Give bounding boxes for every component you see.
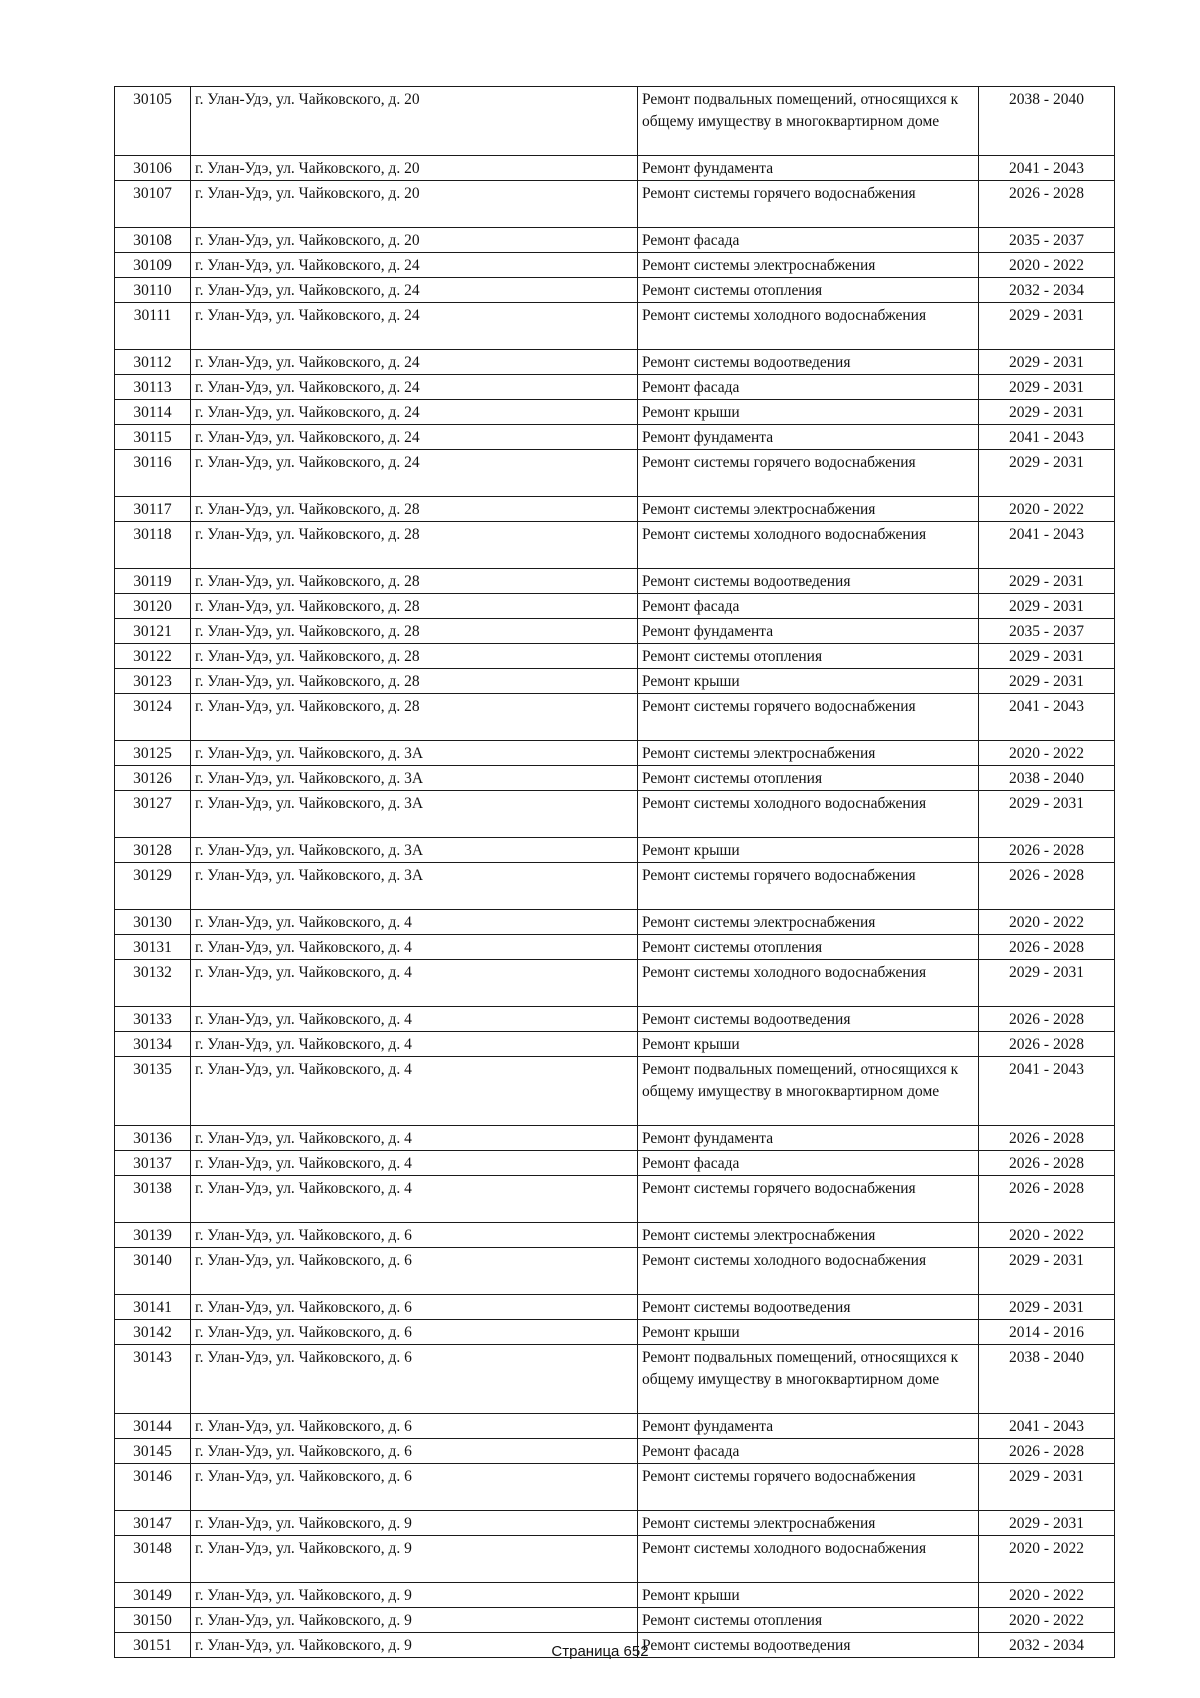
work-type-cell: Ремонт системы горячего водоснабжения <box>638 1176 979 1223</box>
row-number-cell: 30120 <box>115 594 191 619</box>
table-row <box>115 910 1115 935</box>
row-number-cell: 30144 <box>115 1414 191 1439</box>
address-cell: г. Улан-Удэ, ул. Чайковского, д. 6 <box>191 1439 638 1464</box>
work-type-cell: Ремонт системы отопления <box>638 935 979 960</box>
period-cell: 2029 - 2031 <box>979 375 1115 400</box>
work-type-cell: Ремонт системы отопления <box>638 278 979 303</box>
table-row <box>115 1583 1115 1608</box>
row-number-cell: 30132 <box>115 960 191 1007</box>
table-row <box>115 619 1115 644</box>
address-cell: г. Улан-Удэ, ул. Чайковского, д. 24 <box>191 425 638 450</box>
work-type-cell: Ремонт системы электроснабжения <box>638 253 979 278</box>
row-number-cell: 30118 <box>115 522 191 569</box>
address-cell: г. Улан-Удэ, ул. Чайковского, д. 28 <box>191 619 638 644</box>
address-cell: г. Улан-Удэ, ул. Чайковского, д. 20 <box>191 228 638 253</box>
table-row <box>115 1536 1115 1583</box>
row-number-cell: 30148 <box>115 1536 191 1583</box>
address-cell: г. Улан-Удэ, ул. Чайковского, д. 3А <box>191 741 638 766</box>
period-cell: 2029 - 2031 <box>979 350 1115 375</box>
address-cell: г. Улан-Удэ, ул. Чайковского, д. 3А <box>191 791 638 838</box>
period-cell: 2032 - 2034 <box>979 1633 1115 1658</box>
period-cell: 2035 - 2037 <box>979 228 1115 253</box>
row-number-cell: 30107 <box>115 181 191 228</box>
address-cell: г. Улан-Удэ, ул. Чайковского, д. 3А <box>191 838 638 863</box>
table-row <box>115 1032 1115 1057</box>
work-type-cell: Ремонт системы водоотведения <box>638 1295 979 1320</box>
table-row <box>115 1151 1115 1176</box>
row-number-cell: 30115 <box>115 425 191 450</box>
table-row <box>115 669 1115 694</box>
address-cell: г. Улан-Удэ, ул. Чайковского, д. 4 <box>191 1126 638 1151</box>
period-cell: 2029 - 2031 <box>979 594 1115 619</box>
period-cell: 2041 - 2043 <box>979 156 1115 181</box>
work-type-cell: Ремонт системы горячего водоснабжения <box>638 181 979 228</box>
table-row <box>115 791 1115 838</box>
address-cell: г. Улан-Удэ, ул. Чайковского, д. 4 <box>191 910 638 935</box>
period-cell: 2029 - 2031 <box>979 450 1115 497</box>
work-type-cell: Ремонт системы электроснабжения <box>638 910 979 935</box>
table-row <box>115 1608 1115 1633</box>
address-cell: г. Улан-Удэ, ул. Чайковского, д. 9 <box>191 1511 638 1536</box>
address-cell: г. Улан-Удэ, ул. Чайковского, д. 4 <box>191 960 638 1007</box>
row-number-cell: 30136 <box>115 1126 191 1151</box>
row-number-cell: 30121 <box>115 619 191 644</box>
address-cell: г. Улан-Удэ, ул. Чайковского, д. 4 <box>191 1151 638 1176</box>
period-cell: 2020 - 2022 <box>979 910 1115 935</box>
work-type-cell: Ремонт системы отопления <box>638 1608 979 1633</box>
row-number-cell: 30129 <box>115 863 191 910</box>
period-cell: 2029 - 2031 <box>979 400 1115 425</box>
table-row <box>115 1248 1115 1295</box>
work-type-cell: Ремонт крыши <box>638 1032 979 1057</box>
table-row <box>115 594 1115 619</box>
table-row <box>115 400 1115 425</box>
period-cell: 2041 - 2043 <box>979 1414 1115 1439</box>
table-row <box>115 1295 1115 1320</box>
row-number-cell: 30135 <box>115 1057 191 1126</box>
work-type-cell: Ремонт фундамента <box>638 1414 979 1439</box>
address-cell: г. Улан-Удэ, ул. Чайковского, д. 9 <box>191 1583 638 1608</box>
table-body <box>115 87 1115 1658</box>
row-number-cell: 30108 <box>115 228 191 253</box>
work-type-cell: Ремонт фундамента <box>638 425 979 450</box>
period-cell: 2026 - 2028 <box>979 838 1115 863</box>
period-cell: 2041 - 2043 <box>979 522 1115 569</box>
period-cell: 2026 - 2028 <box>979 935 1115 960</box>
address-cell: г. Улан-Удэ, ул. Чайковского, д. 9 <box>191 1608 638 1633</box>
work-type-cell: Ремонт фасада <box>638 1151 979 1176</box>
work-type-cell: Ремонт фасада <box>638 594 979 619</box>
address-cell: г. Улан-Удэ, ул. Чайковского, д. 24 <box>191 375 638 400</box>
work-type-cell: Ремонт системы электроснабжения <box>638 497 979 522</box>
row-number-cell: 30130 <box>115 910 191 935</box>
period-cell: 2014 - 2016 <box>979 1320 1115 1345</box>
row-number-cell: 30151 <box>115 1633 191 1658</box>
table-row <box>115 1223 1115 1248</box>
address-cell: г. Улан-Удэ, ул. Чайковского, д. 3А <box>191 863 638 910</box>
row-number-cell: 30119 <box>115 569 191 594</box>
row-number-cell: 30145 <box>115 1439 191 1464</box>
row-number-cell: 30147 <box>115 1511 191 1536</box>
row-number-cell: 30146 <box>115 1464 191 1511</box>
table-row <box>115 569 1115 594</box>
period-cell: 2020 - 2022 <box>979 1536 1115 1583</box>
row-number-cell: 30137 <box>115 1151 191 1176</box>
table-row <box>115 497 1115 522</box>
table-row <box>115 1464 1115 1511</box>
work-type-cell: Ремонт крыши <box>638 1320 979 1345</box>
work-type-cell: Ремонт крыши <box>638 400 979 425</box>
work-type-cell: Ремонт системы электроснабжения <box>638 1511 979 1536</box>
period-cell: 2020 - 2022 <box>979 253 1115 278</box>
row-number-cell: 30105 <box>115 87 191 156</box>
work-type-cell: Ремонт системы водоотведения <box>638 1633 979 1658</box>
page-number: Страница 652 <box>551 1643 649 1660</box>
row-number-cell: 30140 <box>115 1248 191 1295</box>
work-type-cell: Ремонт фундамента <box>638 156 979 181</box>
address-cell: г. Улан-Удэ, ул. Чайковского, д. 28 <box>191 497 638 522</box>
period-cell: 2026 - 2028 <box>979 1126 1115 1151</box>
row-number-cell: 30128 <box>115 838 191 863</box>
work-type-cell: Ремонт фундамента <box>638 1126 979 1151</box>
period-cell: 2029 - 2031 <box>979 644 1115 669</box>
table-row <box>115 425 1115 450</box>
address-cell: г. Улан-Удэ, ул. Чайковского, д. 6 <box>191 1345 638 1414</box>
period-cell: 2029 - 2031 <box>979 669 1115 694</box>
row-number-cell: 30117 <box>115 497 191 522</box>
address-cell: г. Улан-Удэ, ул. Чайковского, д. 6 <box>191 1320 638 1345</box>
table-row <box>115 1511 1115 1536</box>
work-type-cell: Ремонт системы холодного водоснабжения <box>638 303 979 350</box>
period-cell: 2038 - 2040 <box>979 766 1115 791</box>
row-number-cell: 30141 <box>115 1295 191 1320</box>
work-type-cell: Ремонт системы холодного водоснабжения <box>638 1248 979 1295</box>
row-number-cell: 30123 <box>115 669 191 694</box>
row-number-cell: 30111 <box>115 303 191 350</box>
row-number-cell: 30113 <box>115 375 191 400</box>
work-type-cell: Ремонт системы холодного водоснабжения <box>638 1536 979 1583</box>
work-type-cell: Ремонт системы горячего водоснабжения <box>638 694 979 741</box>
work-type-cell: Ремонт крыши <box>638 669 979 694</box>
table-row <box>115 522 1115 569</box>
table-row <box>115 253 1115 278</box>
row-number-cell: 30139 <box>115 1223 191 1248</box>
work-type-cell: Ремонт системы электроснабжения <box>638 741 979 766</box>
table-row <box>115 181 1115 228</box>
period-cell: 2020 - 2022 <box>979 1583 1115 1608</box>
address-cell: г. Улан-Удэ, ул. Чайковского, д. 4 <box>191 1176 638 1223</box>
period-cell: 2026 - 2028 <box>979 181 1115 228</box>
table-row <box>115 935 1115 960</box>
address-cell: г. Улан-Удэ, ул. Чайковского, д. 20 <box>191 87 638 156</box>
address-cell: г. Улан-Удэ, ул. Чайковского, д. 6 <box>191 1248 638 1295</box>
table-row <box>115 350 1115 375</box>
work-type-cell: Ремонт системы отопления <box>638 766 979 791</box>
period-cell: 2041 - 2043 <box>979 1057 1115 1126</box>
table-row <box>115 741 1115 766</box>
work-type-cell: Ремонт фасада <box>638 375 979 400</box>
address-cell: г. Улан-Удэ, ул. Чайковского, д. 4 <box>191 1032 638 1057</box>
table-row <box>115 303 1115 350</box>
address-cell: г. Улан-Удэ, ул. Чайковского, д. 4 <box>191 935 638 960</box>
table-row <box>115 838 1115 863</box>
address-cell: г. Улан-Удэ, ул. Чайковского, д. 20 <box>191 156 638 181</box>
table-row <box>115 863 1115 910</box>
table-row <box>115 156 1115 181</box>
address-cell: г. Улан-Удэ, ул. Чайковского, д. 9 <box>191 1536 638 1583</box>
table-row <box>115 766 1115 791</box>
work-type-cell: Ремонт системы горячего водоснабжения <box>638 450 979 497</box>
table-row <box>115 1126 1115 1151</box>
table-row <box>115 1345 1115 1414</box>
row-number-cell: 30134 <box>115 1032 191 1057</box>
table-row <box>115 694 1115 741</box>
table-row <box>115 278 1115 303</box>
period-cell: 2029 - 2031 <box>979 1464 1115 1511</box>
period-cell: 2026 - 2028 <box>979 1151 1115 1176</box>
work-type-cell: Ремонт системы горячего водоснабжения <box>638 863 979 910</box>
row-number-cell: 30125 <box>115 741 191 766</box>
address-cell: г. Улан-Удэ, ул. Чайковского, д. 24 <box>191 303 638 350</box>
table-row <box>115 450 1115 497</box>
address-cell: г. Улан-Удэ, ул. Чайковского, д. 6 <box>191 1464 638 1511</box>
work-type-cell: Ремонт крыши <box>638 838 979 863</box>
work-type-cell: Ремонт фасада <box>638 228 979 253</box>
period-cell: 2029 - 2031 <box>979 1295 1115 1320</box>
row-number-cell: 30143 <box>115 1345 191 1414</box>
row-number-cell: 30150 <box>115 1608 191 1633</box>
work-type-cell: Ремонт системы холодного водоснабжения <box>638 522 979 569</box>
row-number-cell: 30126 <box>115 766 191 791</box>
work-type-cell: Ремонт системы горячего водоснабжения <box>638 1464 979 1511</box>
address-cell: г. Улан-Удэ, ул. Чайковского, д. 6 <box>191 1414 638 1439</box>
row-number-cell: 30138 <box>115 1176 191 1223</box>
period-cell: 2026 - 2028 <box>979 1439 1115 1464</box>
period-cell: 2029 - 2031 <box>979 960 1115 1007</box>
table-row <box>115 1439 1115 1464</box>
row-number-cell: 30127 <box>115 791 191 838</box>
period-cell: 2026 - 2028 <box>979 1176 1115 1223</box>
table-row <box>115 1176 1115 1223</box>
row-number-cell: 30131 <box>115 935 191 960</box>
work-type-cell: Ремонт подвальных помещений, относящихся к общему имуществу в многоквартирном доме <box>638 87 979 156</box>
address-cell: г. Улан-Удэ, ул. Чайковского, д. 28 <box>191 594 638 619</box>
row-number-cell: 30142 <box>115 1320 191 1345</box>
period-cell: 2041 - 2043 <box>979 425 1115 450</box>
address-cell: г. Улан-Удэ, ул. Чайковского, д. 4 <box>191 1057 638 1126</box>
address-cell: г. Улан-Удэ, ул. Чайковского, д. 28 <box>191 522 638 569</box>
row-number-cell: 30106 <box>115 156 191 181</box>
work-type-cell: Ремонт фундамента <box>638 619 979 644</box>
period-cell: 2032 - 2034 <box>979 278 1115 303</box>
row-number-cell: 30116 <box>115 450 191 497</box>
period-cell: 2041 - 2043 <box>979 694 1115 741</box>
work-type-cell: Ремонт системы холодного водоснабжения <box>638 960 979 1007</box>
address-cell: г. Улан-Удэ, ул. Чайковского, д. 28 <box>191 694 638 741</box>
period-cell: 2026 - 2028 <box>979 863 1115 910</box>
row-number-cell: 30114 <box>115 400 191 425</box>
work-type-cell: Ремонт подвальных помещений, относящихся к общему имуществу в многоквартирном доме <box>638 1057 979 1126</box>
row-number-cell: 30133 <box>115 1007 191 1032</box>
works-schedule-table <box>114 86 1115 1658</box>
address-cell: г. Улан-Удэ, ул. Чайковского, д. 28 <box>191 669 638 694</box>
work-type-cell: Ремонт системы водоотведения <box>638 569 979 594</box>
period-cell: 2029 - 2031 <box>979 1511 1115 1536</box>
table-row <box>115 1320 1115 1345</box>
table-row <box>115 1057 1115 1126</box>
address-cell: г. Улан-Удэ, ул. Чайковского, д. 4 <box>191 1007 638 1032</box>
row-number-cell: 30109 <box>115 253 191 278</box>
period-cell: 2035 - 2037 <box>979 619 1115 644</box>
period-cell: 2020 - 2022 <box>979 497 1115 522</box>
period-cell: 2020 - 2022 <box>979 741 1115 766</box>
period-cell: 2029 - 2031 <box>979 791 1115 838</box>
work-type-cell: Ремонт системы водоотведения <box>638 350 979 375</box>
row-number-cell: 30110 <box>115 278 191 303</box>
row-number-cell: 30149 <box>115 1583 191 1608</box>
row-number-cell: 30112 <box>115 350 191 375</box>
address-cell: г. Улан-Удэ, ул. Чайковского, д. 24 <box>191 450 638 497</box>
address-cell: г. Улан-Удэ, ул. Чайковского, д. 24 <box>191 278 638 303</box>
period-cell: 2029 - 2031 <box>979 303 1115 350</box>
work-type-cell: Ремонт системы холодного водоснабжения <box>638 791 979 838</box>
address-cell: г. Улан-Удэ, ул. Чайковского, д. 24 <box>191 350 638 375</box>
period-cell: 2020 - 2022 <box>979 1223 1115 1248</box>
period-cell: 2038 - 2040 <box>979 1345 1115 1414</box>
row-number-cell: 30122 <box>115 644 191 669</box>
table-row <box>115 1414 1115 1439</box>
address-cell: г. Улан-Удэ, ул. Чайковского, д. 28 <box>191 569 638 594</box>
table-row <box>115 375 1115 400</box>
work-type-cell: Ремонт системы водоотведения <box>638 1007 979 1032</box>
address-cell: г. Улан-Удэ, ул. Чайковского, д. 6 <box>191 1223 638 1248</box>
table-row <box>115 228 1115 253</box>
work-type-cell: Ремонт системы отопления <box>638 644 979 669</box>
address-cell: г. Улан-Удэ, ул. Чайковского, д. 3А <box>191 766 638 791</box>
address-cell: г. Улан-Удэ, ул. Чайковского, д. 28 <box>191 644 638 669</box>
period-cell: 2026 - 2028 <box>979 1032 1115 1057</box>
period-cell: 2038 - 2040 <box>979 87 1115 156</box>
period-cell: 2029 - 2031 <box>979 569 1115 594</box>
row-number-cell: 30124 <box>115 694 191 741</box>
address-cell: г. Улан-Удэ, ул. Чайковского, д. 20 <box>191 181 638 228</box>
period-cell: 2020 - 2022 <box>979 1608 1115 1633</box>
address-cell: г. Улан-Удэ, ул. Чайковского, д. 24 <box>191 400 638 425</box>
table-row <box>115 960 1115 1007</box>
work-type-cell: Ремонт системы электроснабжения <box>638 1223 979 1248</box>
work-type-cell: Ремонт подвальных помещений, относящихся к общему имуществу в многоквартирном доме <box>638 1345 979 1414</box>
address-cell: г. Улан-Удэ, ул. Чайковского, д. 24 <box>191 253 638 278</box>
period-cell: 2026 - 2028 <box>979 1007 1115 1032</box>
table-row <box>115 87 1115 156</box>
address-cell: г. Улан-Удэ, ул. Чайковского, д. 6 <box>191 1295 638 1320</box>
period-cell: 2029 - 2031 <box>979 1248 1115 1295</box>
address-cell: г. Улан-Удэ, ул. Чайковского, д. 9 <box>191 1633 638 1658</box>
work-type-cell: Ремонт фасада <box>638 1439 979 1464</box>
table-row <box>115 1007 1115 1032</box>
table-row <box>115 644 1115 669</box>
work-type-cell: Ремонт крыши <box>638 1583 979 1608</box>
